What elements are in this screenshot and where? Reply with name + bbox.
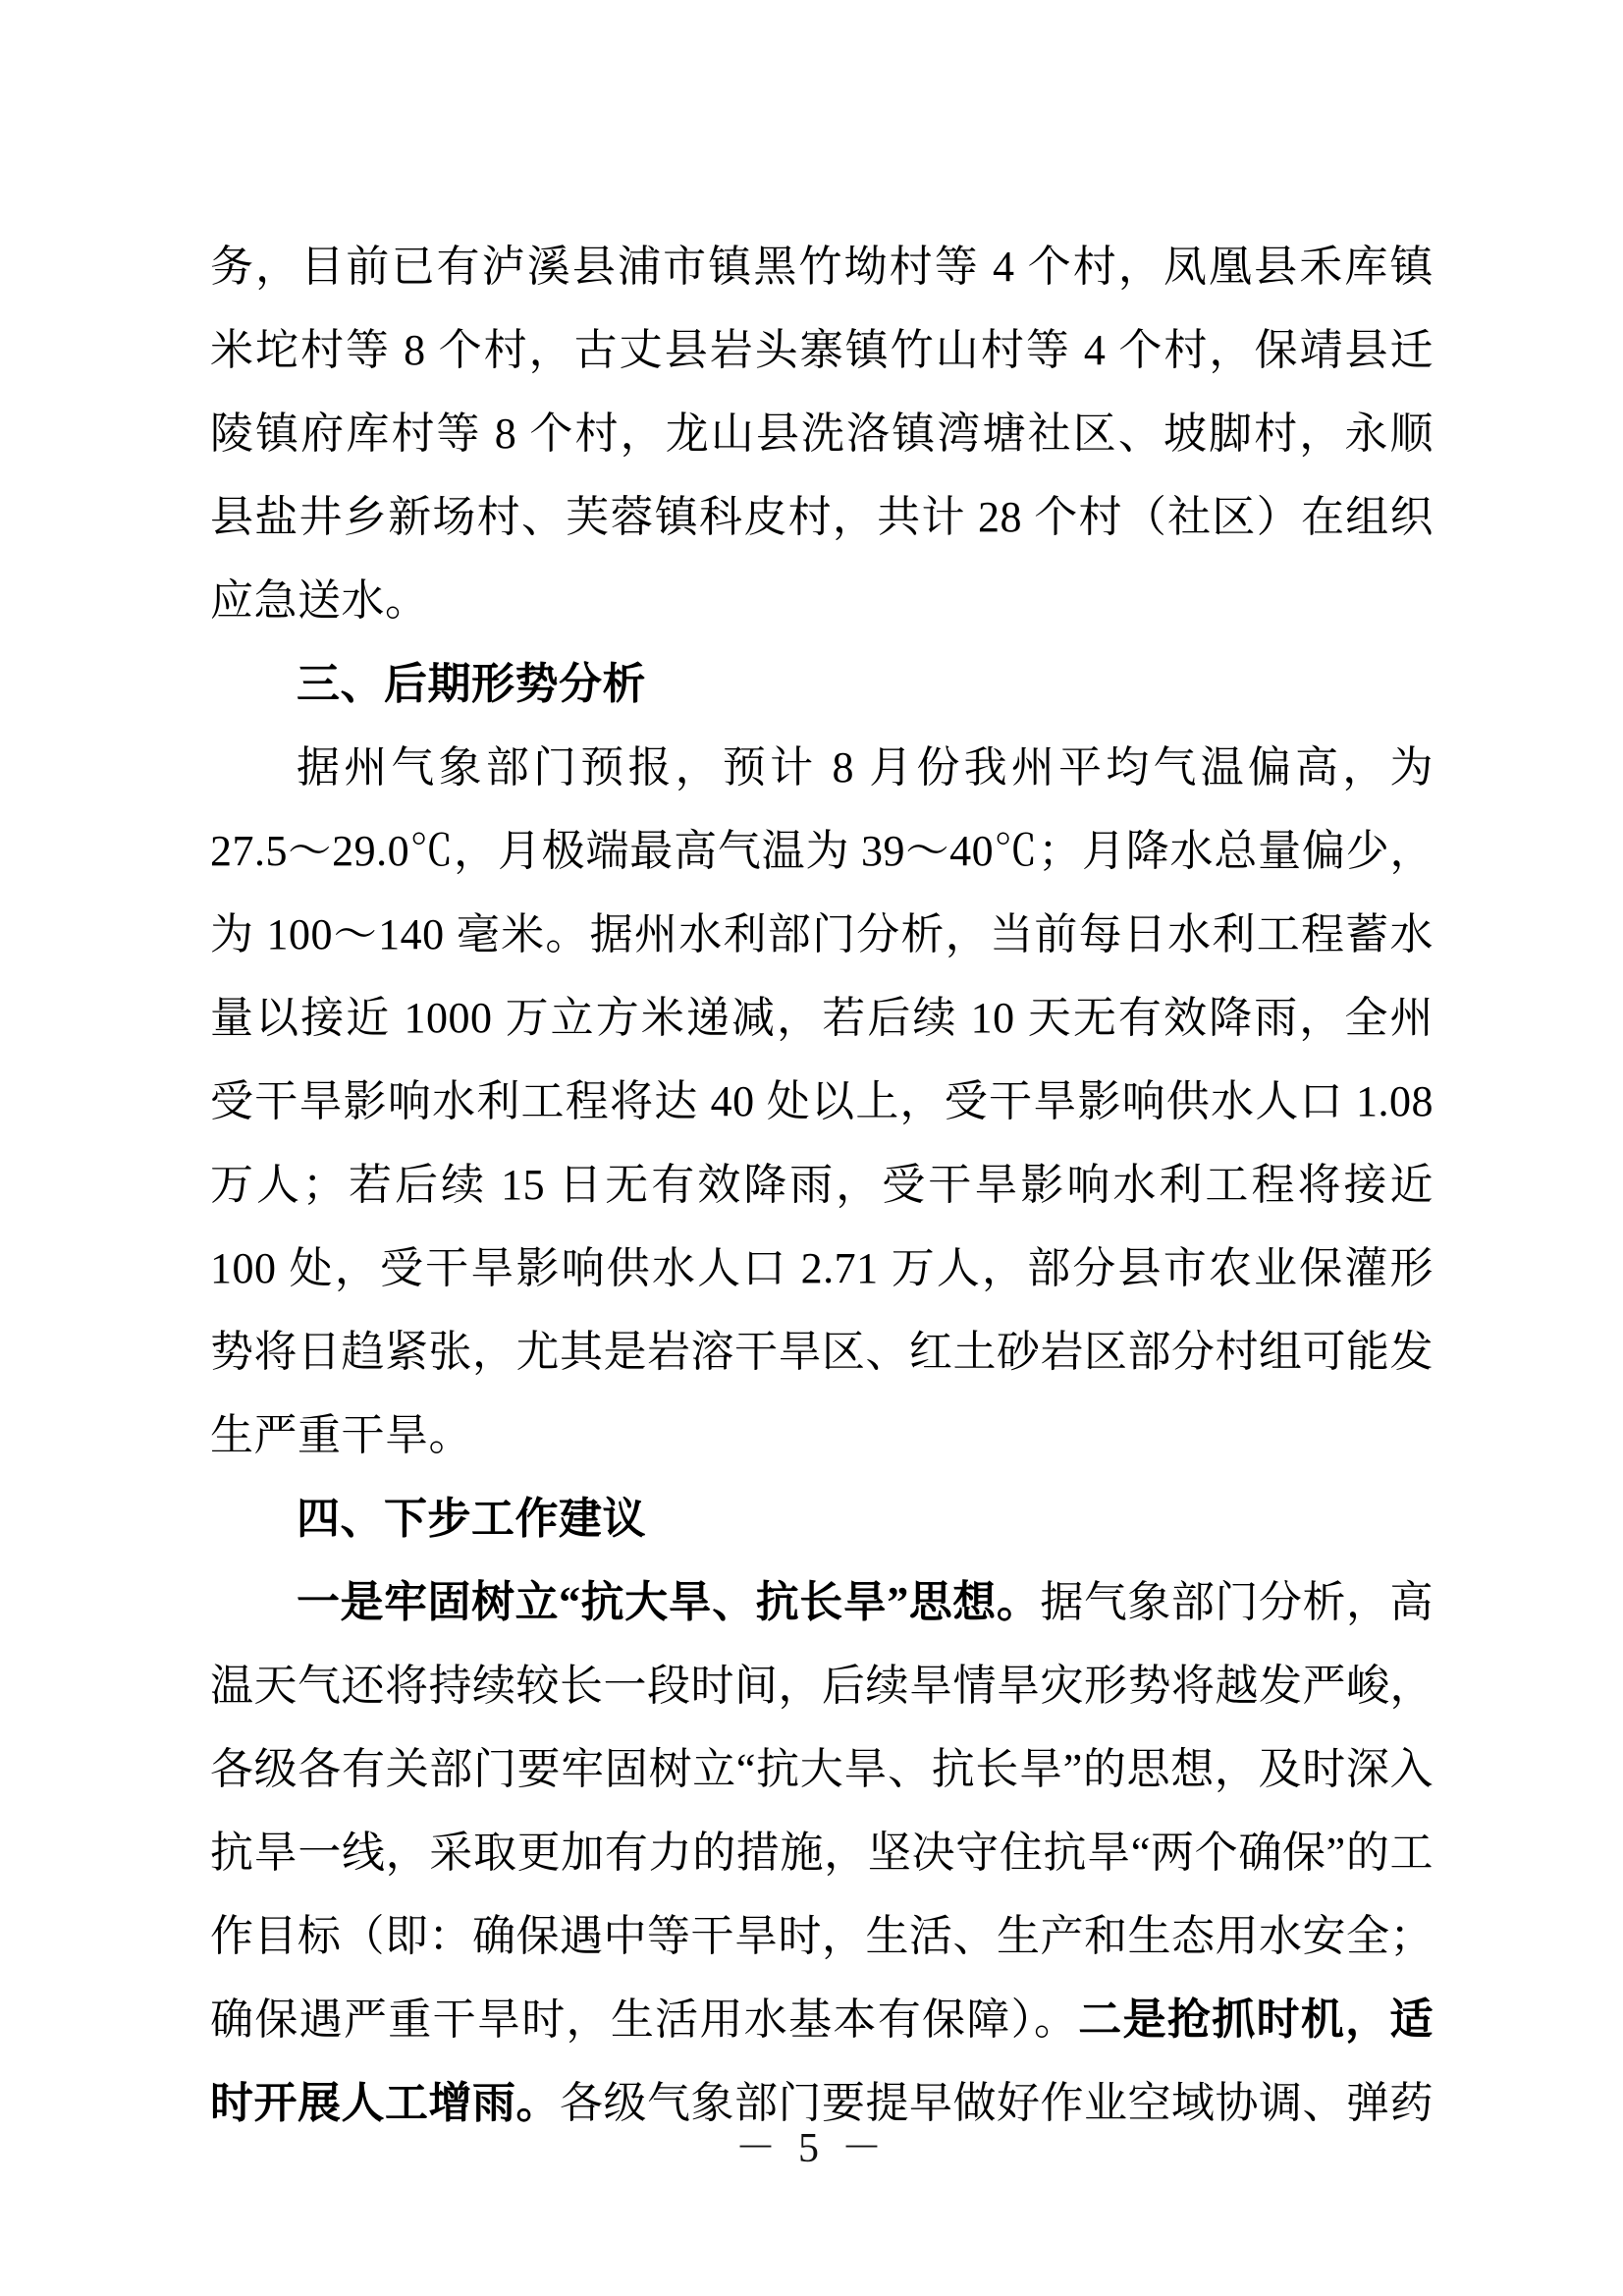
- bold-text-run: 一是牢固树立“抗大旱、抗长旱”思想。: [297, 1578, 1041, 1626]
- bold-text-run: 二是抢抓时机，适时开展人工增雨。: [210, 1995, 1434, 2127]
- text-run: 据州气象部门预报，预计 8 月份我州平均气温偏高，为 27.5～29.0℃，月极端最高气温为 39～40℃；月降水总量偏少，为 100～140 毫米。据州水利部门分析，当前每日水利工程蓄水量以接近 1000 万立方米递减，若后续 10 天无有效降雨，全州受干旱影响水利工程将达 40 处以上，受干旱影响供水人口 1.08 万人；若后续 15 日无有效降雨，受干旱影响水利工程将接近 100 处，受干旱影响供水人口 2.71 万人，部分县市农业保灌形势将日趋紧张，尤其是岩溶干旱区、红土砂岩区部分村组可能发生严重干旱。: [210, 743, 1434, 1459]
- bold-text-run: 三、后期形势分析: [297, 660, 646, 708]
- section-heading: [210, 1477, 1434, 1560]
- paragraph: [210, 225, 1434, 642]
- section-heading: [210, 642, 1434, 726]
- page-number: － 5 －: [734, 2126, 889, 2171]
- paragraph: [210, 1560, 1434, 2145]
- text-run: 各级气象部门要提早做好作业空域协调、弹药: [560, 2079, 1434, 2127]
- text-run: 务，目前已有泸溪县浦市镇黑竹坳村等 4 个村，凤凰县禾库镇米坨村等 8 个村，古丈县岩头寨镇竹山村等 4 个村，保靖县迁陵镇府库村等 8 个村，龙山县洗洛镇湾塘社区、坡脚村，永顺县盐井乡新场村、芙蓉镇科皮村，共计 28 个村（社区）在组织应急送水。: [210, 243, 1434, 625]
- text-run: 据气象部门分析，高温天气还将持续较长一段时间，后续旱情旱灾形势将越发严峻，各级各有关部门要牢固树立“抗大旱、抗长旱”的思想，及时深入抗旱一线，采取更加有力的措施，坚决守住抗旱“两个确保”的工作目标（即：确保遇中等干旱时，生活、生产和生态用水安全；确保遇严重干旱时，生活用水基本有保障）。: [210, 1578, 1434, 2044]
- paragraph: [210, 726, 1434, 1477]
- bold-text-run: 四、下步工作建议: [297, 1495, 646, 1543]
- document-body: [210, 225, 1434, 2145]
